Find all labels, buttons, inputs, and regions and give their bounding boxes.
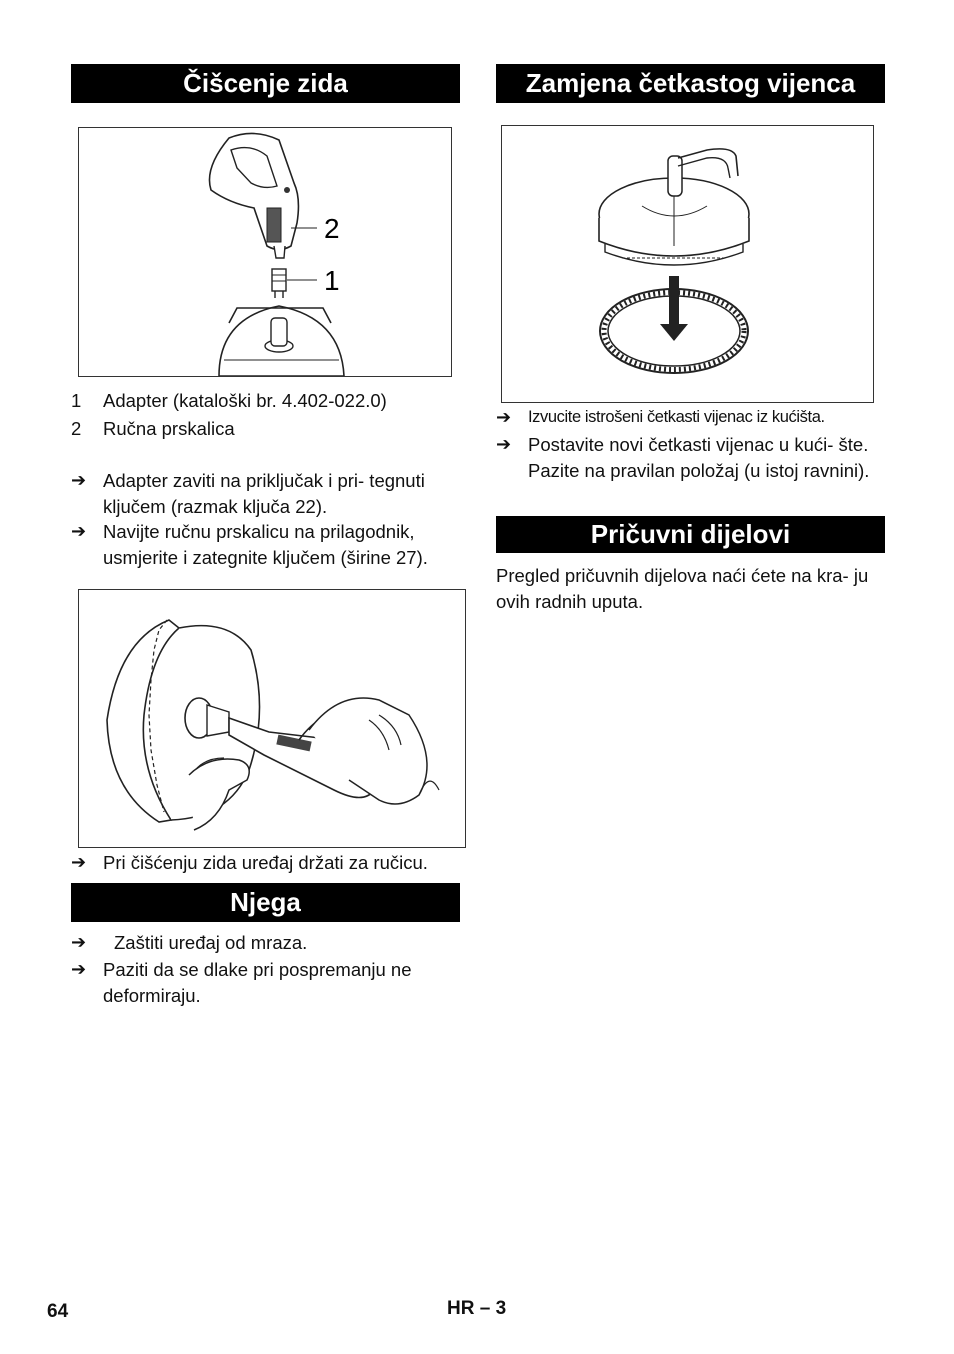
step-text: Navijte ručnu prskalicu na prilagodnik, usmjerite i zategnite ključem (širine 27).	[103, 521, 428, 568]
page-number: 64	[47, 1301, 69, 1322]
step-hold-handle	[71, 850, 471, 876]
right-arrow-icon: ➔	[71, 521, 87, 541]
step-text: Zaštiti uređaj od mraza.	[114, 932, 308, 953]
spare-parts-paragraph: Pregled pričuvnih dijelova naći ćete na kra- ju ovih radnih uputa.	[496, 565, 869, 612]
step-attach-adapter	[71, 468, 460, 519]
step-remove-worn-ring	[496, 405, 891, 431]
right-arrow-icon: ➔	[496, 407, 511, 427]
step-text: Adapter zaviti na priključak i pri- tegnuti ključem (razmak ključa 22).	[103, 470, 425, 517]
step-text: Paziti da se dlake pri pospremanju ne deformiraju.	[103, 959, 412, 1006]
legend-item-2	[71, 416, 460, 441]
brush-ring-illustration	[502, 126, 873, 402]
step-screw-handle	[71, 519, 460, 570]
step-text: Postavite novi četkasti vijenac u kući- šte. Pazite na pravilan položaj (u istoj ravnini).	[528, 434, 870, 481]
figure-adapter-spray-handle	[78, 127, 452, 377]
legend-text: Ručna prskalica	[103, 418, 235, 439]
legend-item-1	[71, 388, 460, 413]
right-arrow-icon: ➔	[71, 470, 87, 490]
heading-zamjena-cetkastog-vijenca: Zamjena četkastog vijenca	[496, 64, 885, 103]
step-insert-new-ring	[496, 432, 885, 483]
section-label: HR – 3	[447, 1298, 507, 1319]
right-arrow-icon: ➔	[71, 932, 87, 952]
step-frost-protection	[71, 930, 460, 956]
legend-text: Adapter (kataloški br. 4.402-022.0)	[103, 390, 387, 411]
legend-number: 1	[71, 390, 82, 411]
callout-1: 1	[324, 265, 340, 296]
heading-pricuvni-dijelovi: Pričuvni dijelovi	[496, 516, 885, 553]
figure-wall-cleaning	[78, 589, 466, 848]
adapter-handle-illustration	[79, 128, 451, 376]
step-bristles-storage	[71, 957, 460, 1008]
right-arrow-icon: ➔	[496, 434, 512, 454]
callout-2: 2	[324, 213, 340, 244]
legend-number: 2	[71, 418, 82, 439]
step-text: Izvucite istrošeni četkasti vijenac iz kućišta.	[528, 408, 825, 426]
wall-cleaning-illustration	[79, 590, 465, 847]
heading-ciscenje-zida: Čišcenje zida	[71, 64, 460, 103]
heading-njega: Njega	[71, 883, 460, 922]
step-text: Pri čišćenju zida uređaj držati za ručicu.	[103, 852, 428, 873]
right-arrow-icon: ➔	[71, 959, 87, 979]
figure-brush-ring-replacement	[501, 125, 874, 403]
right-arrow-icon: ➔	[71, 852, 87, 872]
